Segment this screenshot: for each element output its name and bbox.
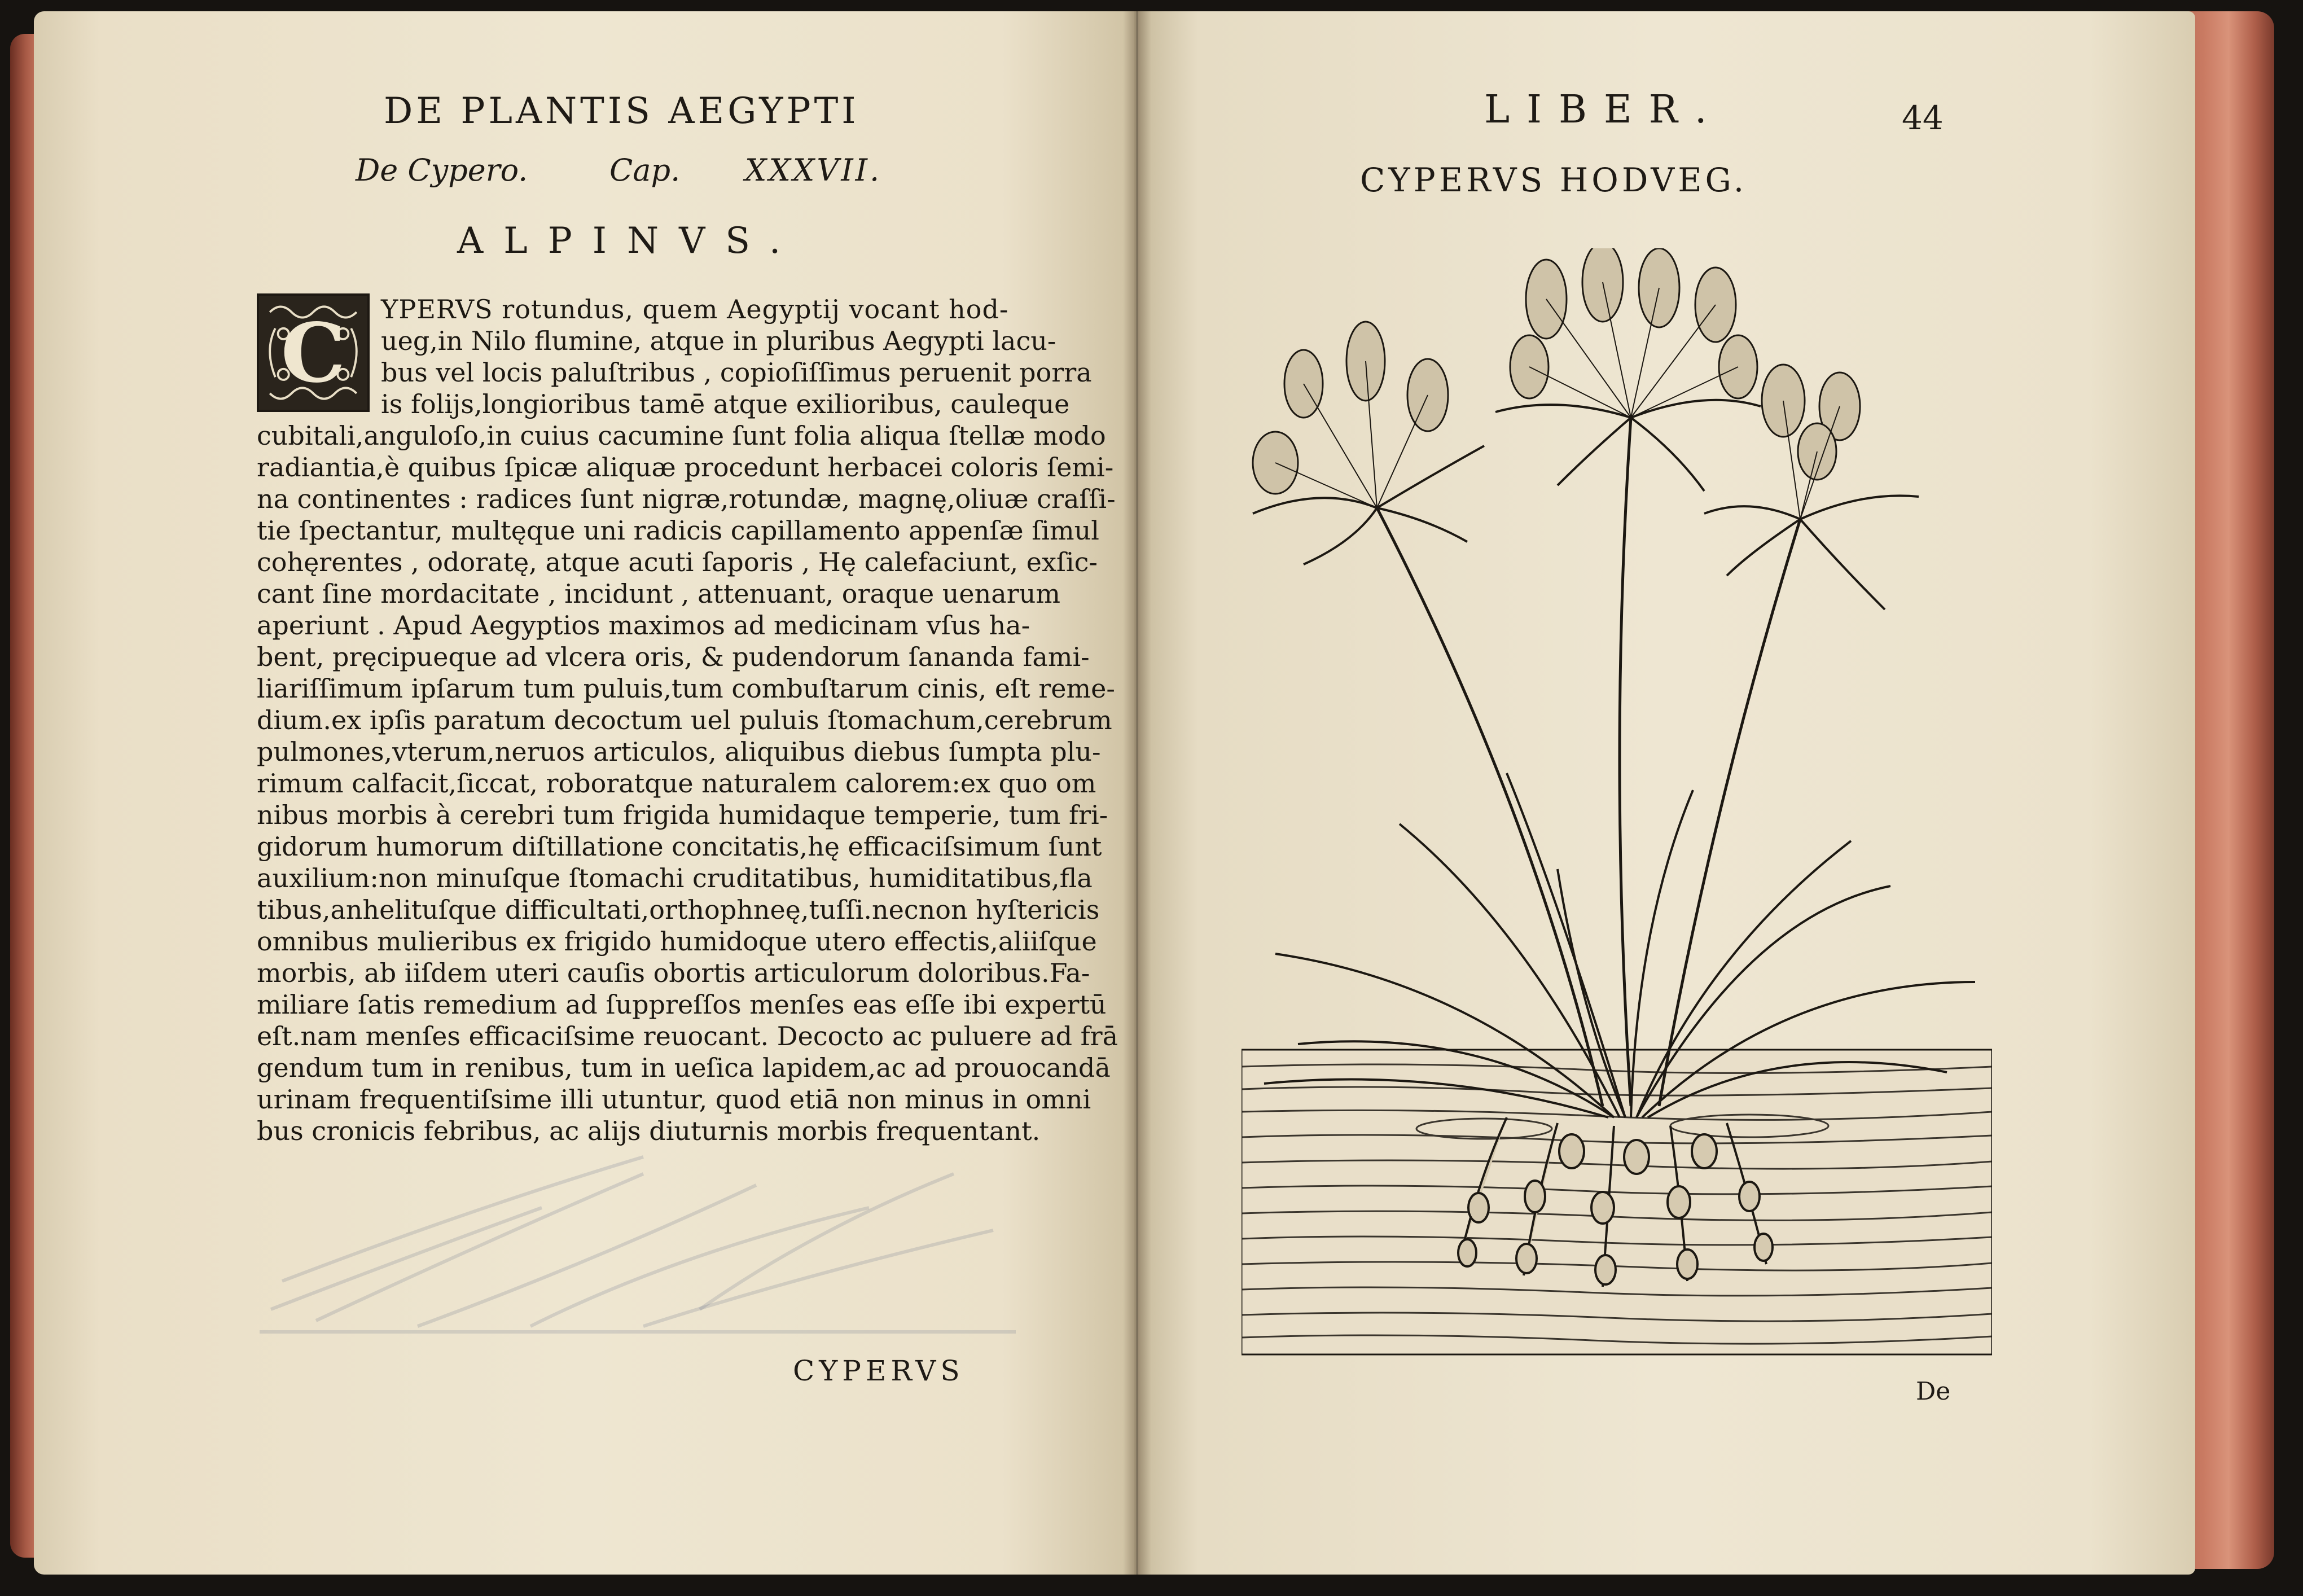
body-line: gendum tum in renibus, tum in ueſica lapidem,ac ad prouocandā xyxy=(257,1053,1111,1083)
body-line: liariſſimum ipſarum tum puluis,tum combuſtarum cinis, eſt reme- xyxy=(257,673,1115,704)
chapter-cap-label: Cap. xyxy=(609,152,681,188)
body-line: tie ſpectantur, multęque uni radicis capillamento appenſæ ſimul xyxy=(257,515,1099,546)
body-line: gidorum humorum diſtillatione concitatis,hę efficaciſsimum ſunt xyxy=(257,831,1102,862)
plate-title: CYPERVS HODVEG. xyxy=(1360,161,1748,199)
body-line: urinam frequentiſsime illi utuntur, quod etiā non minus in omni xyxy=(257,1084,1091,1115)
book-gutter xyxy=(1123,11,1151,1575)
catchword-left: CYPERVS xyxy=(793,1354,964,1387)
body-line: tibus,anhelituſque difficultati,orthophneę,tuſſi.necnon hyſtericis xyxy=(257,895,1100,925)
chapter-number: XXXVII. xyxy=(745,152,882,188)
body-line: cohęrentes , odoratę, atque acuti ſaporis , Hę calefaciunt, exſic- xyxy=(257,547,1098,577)
body-line: morbis, ab iiſdem uteri cauſis obortis articulorum doloribus.Fa- xyxy=(257,958,1090,988)
show-through-ghost xyxy=(248,1140,1027,1343)
body-line: bent, pręcipueque ad vlcera oris, & pudendorum ſananda fami- xyxy=(257,642,1090,672)
body-line: miliare ſatis remedium ad ſuppreſſos menſes eas eſſe ibi expertū xyxy=(257,989,1107,1020)
body-line: auxilium:non minuſque ſtomachi cruditatibus, humiditatibus,fla xyxy=(257,863,1093,893)
body-line: radiantia,è quibus ſpicæ aliquæ procedunt herbacei coloris ſemi- xyxy=(257,452,1114,483)
cyperus-plant-icon xyxy=(1242,248,1992,1366)
body-line: cubitali,anguloſo,in cuius cacumine ſunt folia aliqua ſtellæ modo xyxy=(257,420,1106,451)
body-line: ueg,in Nilo flumine, atque in pluribus Aegypti lacu- xyxy=(381,326,1056,356)
page-number: 44 xyxy=(1902,99,1944,137)
chapter-body-text xyxy=(257,293,1118,1147)
body-line: omnibus mulieribus ex frigido humidoque utero effectis,aliiſque xyxy=(257,926,1097,957)
body-line: bus cronicis febribus, ac alijs diuturnis morbis frequentant. xyxy=(257,1116,1041,1146)
body-line: pulmones,vterum,neruos articulos, aliquibus diebus ſumpta plu- xyxy=(257,736,1101,767)
body-line: aperiunt . Apud Aegyptios maximos ad medicinam vſus ha- xyxy=(257,610,1030,641)
catchword-right: De xyxy=(1916,1377,1951,1406)
body-line: bus vel locis paluſtribus , copioſiſſimus peruenit porra xyxy=(381,357,1092,388)
body-line: eſt.nam menſes efficaciſsime reuocant. Decocto ac puluere ad frā xyxy=(257,1021,1118,1051)
body-line: cant ſine mordacitate , incidunt , attenuant, oraque uenarum xyxy=(257,578,1060,609)
body-line: is folijs,longioribus tamē atque exilioribus, cauleque xyxy=(381,389,1070,419)
running-head-left: DE PLANTIS AEGYPTI xyxy=(384,90,859,132)
body-line: na continentes : radices ſunt nigræ,rotundæ, magnę,oliuæ craſſi- xyxy=(257,484,1116,514)
cyperus-woodcut-illustration xyxy=(1242,248,1992,1366)
running-head-right: LIBER. xyxy=(1484,87,1724,132)
body-line: YPERVS rotundus, quem Aegyptij vocant hod- xyxy=(381,294,1009,325)
body-line: nibus morbis à cerebri tum frigida humidaque temperie, tum fri- xyxy=(257,800,1108,830)
body-line: dium.ex ipſis paratum decoctum uel puluis ſtomachum,cerebrum xyxy=(257,705,1112,735)
body-line: rimum calfacit,ſiccat, roboratque naturalem calorem:ex quo om xyxy=(257,768,1096,799)
author-heading: ALPINVS. xyxy=(457,220,801,262)
chapter-title: De Cypero. xyxy=(356,152,528,188)
drop-cap-letter: C xyxy=(280,305,346,401)
